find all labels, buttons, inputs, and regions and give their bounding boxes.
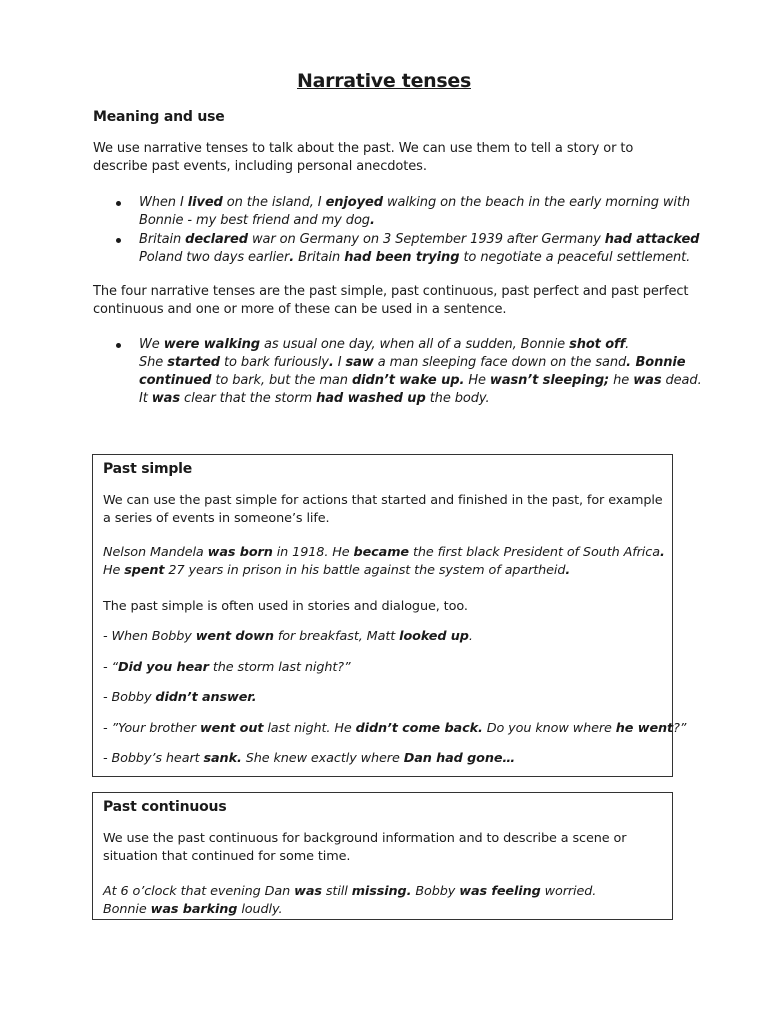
text-run: - Bobby’s heart	[103, 751, 204, 766]
emphasis-text: Dan had gone…	[403, 751, 516, 766]
four-tenses-paragraph	[93, 283, 688, 319]
emphasis-text: didn’t answer.	[155, 690, 257, 705]
example-britain	[139, 231, 699, 267]
text-run: Britain	[139, 232, 186, 247]
emphasis-text: .	[565, 563, 571, 578]
text-run: .	[625, 337, 630, 352]
past-continuous-box	[92, 792, 673, 920]
text-run: 27 years in prison in his battle against the system of apartheid	[164, 563, 566, 578]
text-run: Bonnie - my best friend and my dog	[139, 213, 370, 228]
bullet-icon	[116, 233, 124, 241]
past-simple-box	[92, 454, 687, 777]
text-run: Do you know where	[482, 721, 616, 736]
text-run: last night. He	[263, 721, 356, 736]
emphasis-text: wasn’t sleeping;	[489, 373, 610, 388]
text-run: he	[609, 373, 634, 388]
text-run: on the island, I	[222, 195, 326, 210]
text-run: He	[103, 563, 125, 578]
emphasis-text: declared	[185, 232, 248, 247]
text-run: Britain	[294, 250, 345, 265]
emphasis-text: sank.	[203, 751, 242, 766]
intro-line: We use narrative tenses to talk about the past. We can use them to tell a story or to	[93, 141, 634, 156]
paragraph-line: The four narrative tenses are the past simple, past continuous, past perfect and past perfect	[93, 284, 689, 299]
text-run: It	[139, 391, 152, 406]
emphasis-text: was	[151, 391, 180, 406]
text-run: She knew exactly where	[241, 751, 404, 766]
emphasis-text: .	[328, 355, 334, 370]
text-run: When I	[139, 195, 188, 210]
text-run: .	[468, 629, 473, 644]
emphasis-text: .	[659, 545, 665, 560]
text-run: ?”	[673, 721, 687, 736]
emphasis-text: spent	[124, 563, 165, 578]
emphasis-text: he went	[615, 721, 674, 736]
emphasis-text: lived	[187, 195, 223, 210]
bullet-icon	[116, 196, 124, 204]
text-run: Bonnie	[103, 902, 151, 917]
dialogue-line	[103, 750, 515, 768]
emphasis-text: continued	[139, 373, 212, 388]
description-line: We can use the past simple for actions that started and finished in the past, for example	[103, 493, 663, 508]
text-run: Poland two days earlier	[139, 250, 290, 265]
mandela-example	[103, 544, 665, 580]
example-story	[139, 336, 702, 408]
text-run: as usual one day, when all of a sudden, Bonnie	[259, 337, 570, 352]
text-run: - When Bobby	[103, 629, 196, 644]
evening-example	[103, 883, 596, 919]
meaning-heading: Meaning and use	[93, 109, 225, 125]
example-line	[103, 562, 665, 580]
emphasis-text: Did you hear	[118, 660, 209, 675]
text-run: - ”Your brother	[103, 721, 200, 736]
example-line	[103, 901, 596, 919]
emphasis-text: missing.	[351, 884, 412, 899]
text-run: I	[333, 355, 346, 370]
emphasis-text: enjoyed	[325, 195, 383, 210]
example-line	[139, 354, 702, 372]
past-simple-heading: Past simple	[103, 461, 193, 477]
text-run: war on Germany on 3 September 1939 after Germany	[247, 232, 605, 247]
past-simple-description	[103, 492, 663, 528]
example-line	[139, 194, 690, 212]
emphasis-text: went down	[195, 629, 274, 644]
emphasis-text: started	[167, 355, 221, 370]
intro-paragraph	[93, 140, 633, 176]
paragraph-line: continuous and one or more of these can be used in a sentence.	[93, 302, 507, 317]
emphasis-text: saw	[345, 355, 374, 370]
description-line: a series of events in someone’s life.	[103, 511, 330, 526]
emphasis-text: didn’t come back.	[355, 721, 483, 736]
dialogue-line	[103, 720, 686, 738]
bullet-icon	[116, 338, 124, 346]
example-line	[139, 212, 690, 230]
dialogue-line	[103, 659, 351, 677]
text-run: She	[139, 355, 168, 370]
emphasis-text: looked up	[399, 629, 469, 644]
text-run: to bark, but the man	[211, 373, 352, 388]
text-run: We	[139, 337, 164, 352]
text-run: At 6 o’clock that evening Dan	[103, 884, 295, 899]
intro-line: describe past events, including personal anecdotes.	[93, 159, 427, 174]
emphasis-text: shot off	[569, 337, 626, 352]
emphasis-text: .	[289, 250, 295, 265]
emphasis-text: was barking	[150, 902, 238, 917]
text-run: to negotiate a peaceful settlement.	[459, 250, 691, 265]
text-run: Bobby	[411, 884, 460, 899]
page-title: Narrative tenses	[297, 70, 471, 92]
example-island	[139, 194, 690, 230]
example-line	[139, 390, 702, 408]
emphasis-text: went out	[199, 721, 264, 736]
example-line	[139, 249, 699, 267]
text-run: to bark furiously	[220, 355, 329, 370]
emphasis-text: didn’t wake up.	[351, 373, 465, 388]
description-line: situation that continued for some time.	[103, 849, 351, 864]
text-run: loudly.	[237, 902, 283, 917]
emphasis-text: was	[633, 373, 662, 388]
text-run: for breakfast, Matt	[273, 629, 400, 644]
example-line	[139, 336, 702, 354]
text-run: clear that the storm	[180, 391, 317, 406]
text-run: still	[321, 884, 352, 899]
dialogue-line	[103, 689, 256, 707]
emphasis-text: Bonnie	[631, 355, 686, 370]
example-line	[139, 372, 702, 390]
emphasis-text: was	[294, 884, 322, 899]
example-line	[103, 544, 665, 562]
text-run: the first black President of South Africa	[409, 545, 660, 560]
emphasis-text: had attacked	[604, 232, 700, 247]
text-run: worried.	[540, 884, 597, 899]
text-run: in 1918. He	[272, 545, 354, 560]
emphasis-text: became	[353, 545, 410, 560]
text-run: Nelson Mandela	[103, 545, 208, 560]
emphasis-text: had washed up	[316, 391, 426, 406]
text-run: a man sleeping face down on the sand	[373, 355, 627, 370]
emphasis-text: .	[369, 213, 375, 228]
dialogue-line	[103, 628, 473, 646]
past-continuous-heading: Past continuous	[103, 799, 227, 815]
text-run: the body.	[425, 391, 490, 406]
example-line	[103, 883, 596, 901]
emphasis-text: .	[626, 355, 632, 370]
text-run: the storm last night?”	[208, 660, 351, 675]
stories-note: The past simple is often used in stories and dialogue, too.	[103, 599, 468, 614]
text-run: He	[464, 373, 490, 388]
example-line	[139, 231, 699, 249]
emphasis-text: was feeling	[459, 884, 541, 899]
emphasis-text: was born	[207, 545, 273, 560]
text-run: - Bobby	[103, 690, 156, 705]
text-run: - “	[103, 660, 119, 675]
emphasis-text: were walking	[163, 337, 260, 352]
emphasis-text: had been trying	[344, 250, 460, 265]
text-run: walking on the beach in the early morning with	[382, 195, 691, 210]
past-continuous-description	[103, 830, 626, 866]
description-line: We use the past continuous for background information and to describe a scene or	[103, 831, 627, 846]
text-run: dead.	[661, 373, 702, 388]
